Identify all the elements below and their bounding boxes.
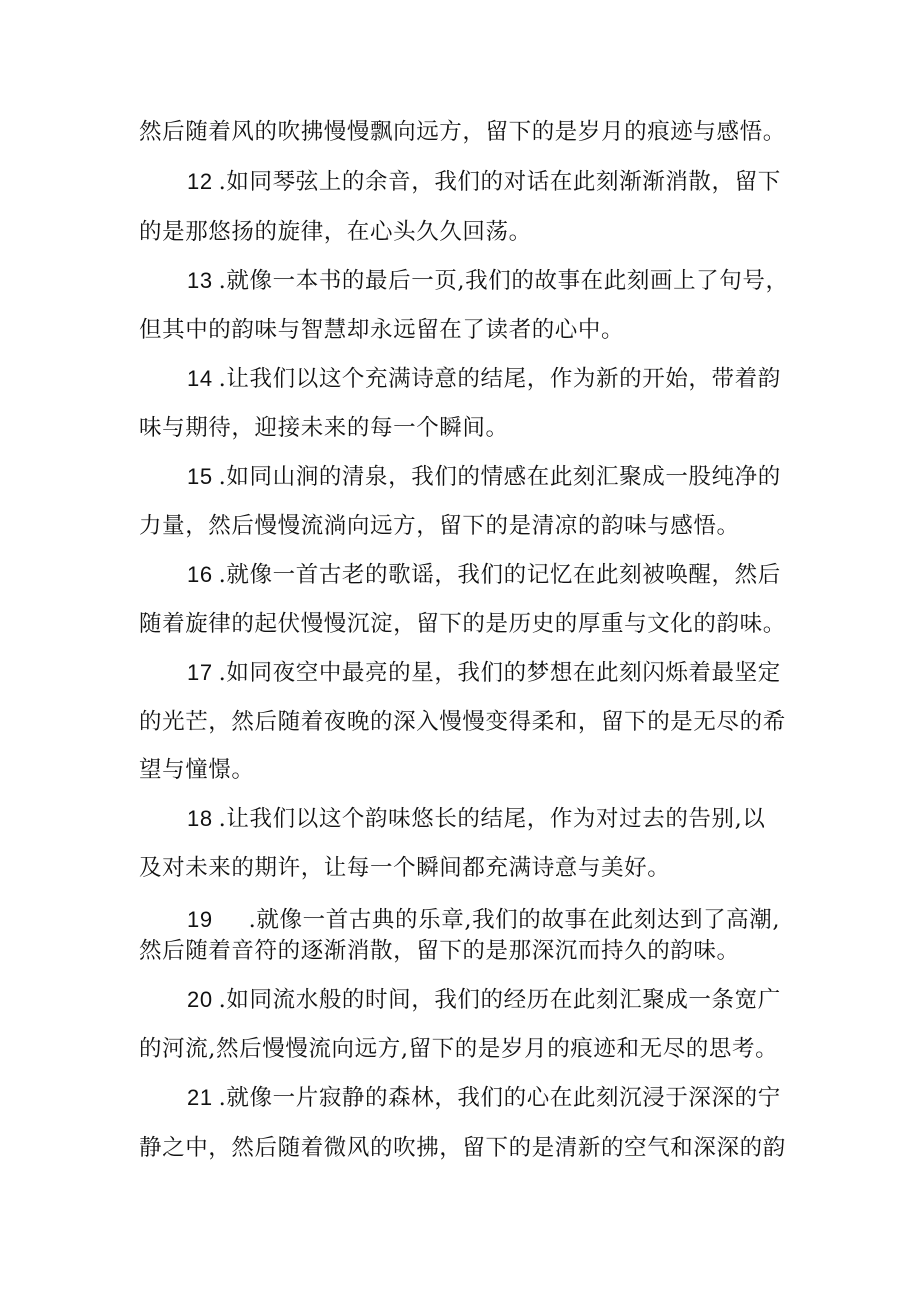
item-number: 15 bbox=[187, 464, 213, 489]
paragraph-first-line bbox=[187, 364, 799, 394]
paragraph-line: 然后随着音符的逐渐消散，留下的是那深沉而持久的韵味。 bbox=[139, 938, 740, 964]
item-number: 19 bbox=[187, 907, 213, 932]
paragraph-line: 然后随着风的吹拂慢慢飘向远方，留下的是岁月的痕迹与感悟。 bbox=[139, 119, 786, 145]
paragraph-text: .如同山涧的清泉，我们的情感在此刻汇聚成一股纯净的 bbox=[218, 464, 781, 490]
paragraph-first-line bbox=[187, 462, 799, 492]
paragraph-line: 及对未来的期许，让每一个瞬间都充满诗意与美好。 bbox=[139, 855, 671, 881]
item-number: 16 bbox=[187, 562, 213, 587]
paragraph-first-line bbox=[187, 985, 799, 1015]
paragraph-first-line bbox=[187, 658, 799, 688]
item-number: 13 bbox=[187, 268, 213, 293]
paragraph-line: 望与憧憬。 bbox=[139, 757, 255, 783]
paragraph-text: .如同流水般的时间，我们的经历在此刻汇聚成一条宽广 bbox=[218, 987, 781, 1013]
paragraph-line: 的河流,然后慢慢流向远方,留下的是岁月的痕迹和无尽的思考。 bbox=[139, 1036, 779, 1062]
paragraph-text: .如同夜空中最亮的星，我们的梦想在此刻闪烁着最坚定 bbox=[218, 660, 781, 686]
paragraph-line: 随着旋律的起伏慢慢沉淀，留下的是历史的厚重与文化的韵味。 bbox=[139, 611, 786, 637]
paragraph-line: 的是那悠扬的旋律，在心头久久回荡。 bbox=[139, 219, 532, 245]
paragraph-line: 但其中的韵味与智慧却永远留在了读者的心中。 bbox=[139, 317, 625, 343]
paragraph-line: 的光芒，然后随着夜晚的深入慢慢变得柔和，留下的是无尽的希 bbox=[139, 709, 786, 735]
item-number: 18 bbox=[187, 806, 213, 831]
item-number: 20 bbox=[187, 987, 213, 1012]
paragraph-first-line bbox=[187, 1083, 799, 1113]
paragraph-line: 静之中，然后随着微风的吹拂，留下的是清新的空气和深深的韵 bbox=[139, 1135, 786, 1161]
item-number: 12 bbox=[187, 169, 213, 194]
paragraph-text: .让我们以这个韵味悠长的结尾，作为对过去的告别,以 bbox=[218, 806, 766, 832]
paragraph-first-line bbox=[187, 167, 799, 197]
paragraph-first-line bbox=[187, 560, 799, 590]
paragraph-line: 味与期待，迎接未来的每一个瞬间。 bbox=[139, 415, 509, 441]
paragraph-text: .如同琴弦上的余音，我们的对话在此刻渐渐消散，留下 bbox=[218, 169, 781, 195]
paragraph-text: .就像一本书的最后一页,我们的故事在此刻画上了句号， bbox=[218, 268, 789, 294]
item-number: 14 bbox=[187, 366, 213, 391]
paragraph-text: .让我们以这个充满诗意的结尾，作为新的开始，带着韵 bbox=[218, 366, 781, 392]
paragraph-text: .就像一片寂静的森林，我们的心在此刻沉浸于深深的宁 bbox=[218, 1085, 781, 1111]
paragraph-first-line bbox=[187, 266, 799, 296]
paragraph-text: .就像一首古典的乐章,我们的故事在此刻达到了高潮, bbox=[248, 907, 781, 933]
paragraph-first-line bbox=[187, 905, 799, 935]
paragraph-first-line bbox=[187, 804, 799, 834]
item-number: 17 bbox=[187, 660, 213, 685]
paragraph-text: .就像一首古老的歌谣，我们的记忆在此刻被唤醒，然后 bbox=[218, 562, 781, 588]
item-number: 21 bbox=[187, 1085, 213, 1110]
paragraph-line: 力量，然后慢慢流淌向远方，留下的是清凉的韵味与感悟。 bbox=[139, 513, 740, 539]
